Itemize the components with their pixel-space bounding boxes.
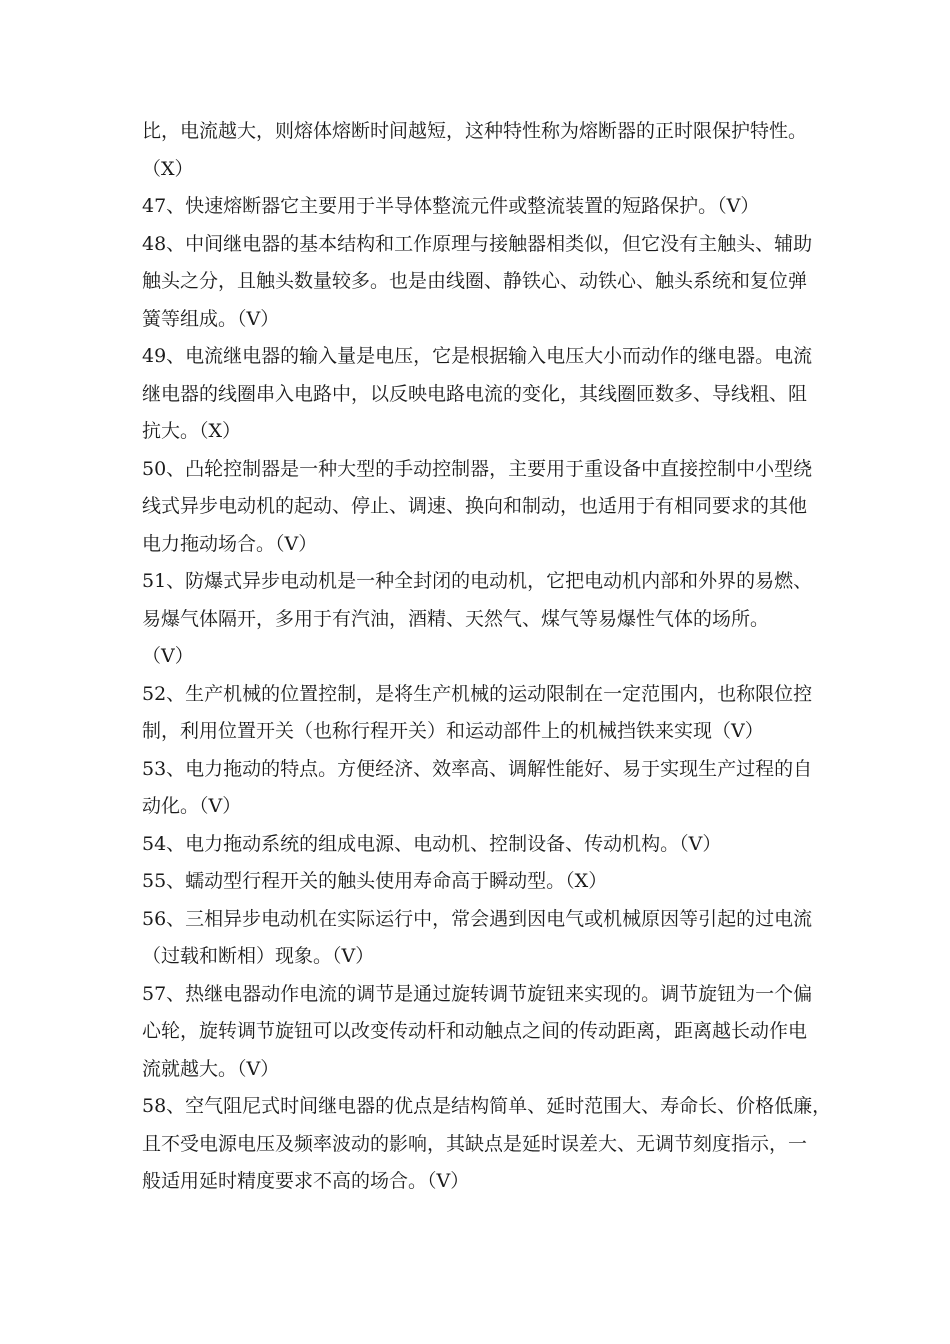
text-line: （V） bbox=[142, 645, 194, 667]
text-line: （X） bbox=[142, 157, 194, 180]
question-paragraph bbox=[142, 563, 832, 676]
question-paragraph bbox=[142, 1088, 832, 1201]
text-line: 继电器的线圈串入电路中，以反映电路电流的变化，其线圈匝数多、导线粗、阻 bbox=[142, 382, 808, 405]
text-line: 线式异步电动机的起动、停止、调速、换向和制动，也适用于有相同要求的其他 bbox=[142, 495, 808, 517]
text-line: 流就越大。（V） bbox=[142, 1057, 280, 1080]
text-line: 56、三相异步电动机在实际运行中，常会遇到因电气或机械原因等引起的过电流 bbox=[142, 907, 813, 930]
document-body bbox=[142, 113, 832, 1201]
question-paragraph bbox=[142, 113, 832, 188]
text-line: 50、凸轮控制器是一种大型的手动控制器，主要用于重设备中直接控制中小型绕 bbox=[142, 457, 813, 480]
question-paragraph bbox=[142, 226, 832, 339]
question-paragraph bbox=[142, 826, 832, 864]
text-line: 57、热继电器动作电流的调节是通过旋转调节旋钮来实现的。调节旋钮为一个偏 bbox=[142, 982, 813, 1005]
text-line: 55、蠕动型行程开关的触头使用寿命高于瞬动型。（X） bbox=[142, 870, 608, 892]
question-paragraph bbox=[142, 188, 832, 226]
text-line: 52、生产机械的位置控制，是将生产机械的运动限制在一定范围内，也称限位控 bbox=[142, 682, 813, 705]
question-paragraph bbox=[142, 338, 832, 451]
text-line: 49、电流继电器的输入量是电压，它是根据输入电压大小而动作的继电器。电流 bbox=[142, 345, 813, 367]
text-line: 电力拖动场合。（V） bbox=[142, 532, 318, 555]
question-paragraph bbox=[142, 676, 832, 751]
text-line: 48、中间继电器的基本结构和工作原理与接触器相类似，但它没有主触头、辅助 bbox=[142, 232, 813, 255]
question-paragraph bbox=[142, 901, 832, 976]
text-line: 53、电力拖动的特点。方便经济、效率高、调解性能好、易于实现生产过程的自 bbox=[142, 757, 813, 780]
text-line: 动化。（V） bbox=[142, 795, 242, 817]
text-line: 且不受电源电压及频率波动的影响，其缺点是延时误差大、无调节刻度指示，一 bbox=[142, 1132, 808, 1155]
text-line: 簧等组成。（V） bbox=[142, 307, 280, 330]
text-line: 抗大。（X） bbox=[142, 420, 242, 442]
text-line: 易爆气体隔开，多用于有汽油，酒精、天然气、煤气等易爆性气体的场所。 bbox=[142, 607, 770, 630]
text-line: 58、空气阻尼式时间继电器的优点是结构简单、延时范围大、寿命长、价格低廉， bbox=[142, 1095, 832, 1117]
text-line: 心轮，旋转调节旋钮可以改变传动杆和动触点之间的传动距离，距离越长动作电 bbox=[142, 1020, 808, 1042]
question-paragraph bbox=[142, 863, 832, 901]
text-line: 51、防爆式异步电动机是一种全封闭的电动机，它把电动机内部和外界的易燃、 bbox=[142, 570, 813, 592]
text-line: 54、电力拖动系统的组成电源、电动机、控制设备、传动机构。（V） bbox=[142, 832, 722, 855]
text-line: 般适用延时精度要求不高的场合。（V） bbox=[142, 1170, 470, 1192]
text-line: 制，利用位置开关（也称行程开关）和运动部件上的机械挡铁来实现（V） bbox=[142, 720, 764, 742]
question-paragraph bbox=[142, 451, 832, 564]
text-line: 47、快速熔断器它主要用于半导体整流元件或整流装置的短路保护。（V） bbox=[142, 195, 760, 217]
question-paragraph bbox=[142, 976, 832, 1089]
text-line: 触头之分，且触头数量较多。也是由线圈、静铁心、动铁心、触头系统和复位弹 bbox=[142, 270, 808, 292]
text-line: （过载和断相）现象。（V） bbox=[142, 945, 375, 967]
question-paragraph bbox=[142, 751, 832, 826]
text-line: 比，电流越大，则熔体熔断时间越短，这种特性称为熔断器的正时限保护特性。 bbox=[142, 120, 808, 142]
